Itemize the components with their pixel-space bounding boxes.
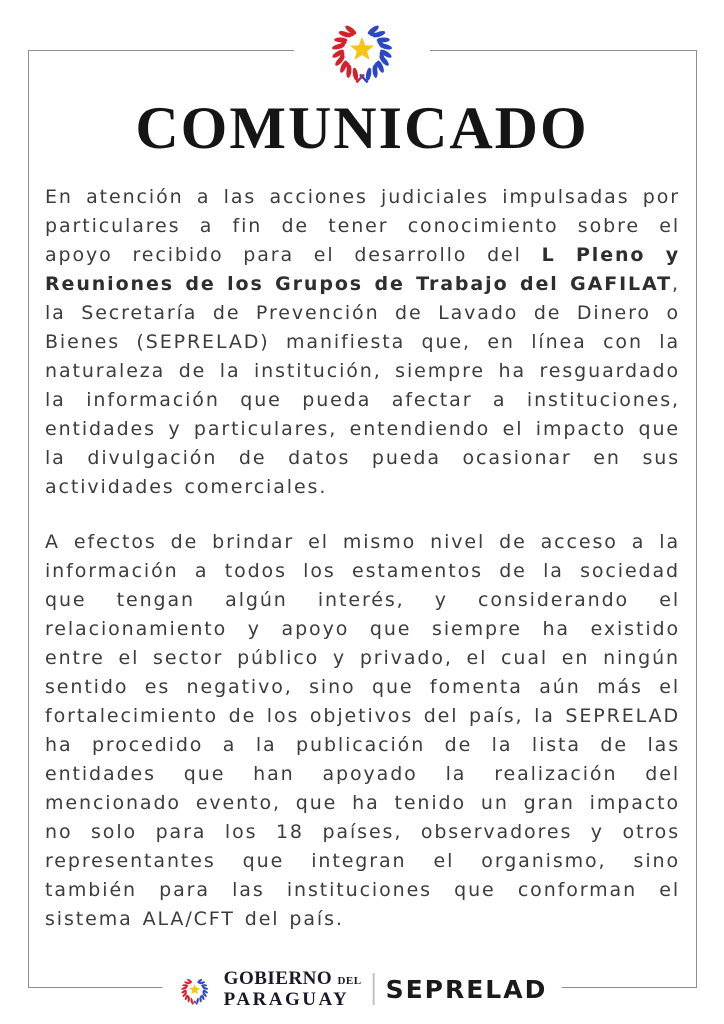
government-word: GOBIERNO (223, 968, 333, 989)
government-line-2: PARAGUAY (223, 989, 350, 1010)
header-emblem (294, 8, 430, 88)
body-paragraph-1 (45, 183, 680, 502)
paragraph-text: En atención a las acciones judiciales impulsadas por particulares a fin de tener conocimiento sobre el apoyo recibido para el desarrollo del (45, 186, 680, 266)
government-word-small: DEL (337, 975, 362, 987)
footer-divider (373, 973, 375, 1005)
government-line-1 (224, 969, 362, 988)
government-wordmark (224, 969, 362, 1009)
communique-body (45, 183, 680, 934)
paraguay-wreath-star-icon (177, 969, 213, 1009)
body-paragraph-2: A efectos de brindar el mismo nivel de acceso a la información a todos los estamentos de la sociedad que tengan algún interés, y considerando el relacionamiento y apoyo que siempre ha existido entre el sector público y privado, el cual en ningún sentido es negativo, sino que fomenta aún más el fortalecimiento de los objetivos del país, la SEPRELAD ha procedido a la publicación de la lista de las entidades que han apoyado la realización del mencionado evento, que ha tenido un gran impacto no solo para los 18 países, observadores y otros representantes que integran el organismo, sino también para las instituciones que conforman el sistema ALA/CFT del país. (45, 531, 680, 930)
paragraph-bold-text: L Pleno y Reuniones de los Grupos de Trabajo del GAFILAT (45, 244, 681, 295)
paragraph-text: , la Secretaría de Prevención de Lavado de Dinero o Bienes (SEPRELAD) manifiesta que, en línea con la naturaleza de la institución, siempre ha resguardado la información que pueda afectar a instituciones, entidades y particulares, entendiendo el impacto que la divulgación de datos pueda ocasionar en sus actividades comerciales. (45, 273, 680, 498)
footer-logo-lockup (163, 965, 562, 1013)
paraguay-wreath-star-icon (318, 8, 406, 88)
page-title: COMUNICADO (135, 95, 589, 161)
seprelad-wordmark: SEPRELAD (385, 974, 548, 1004)
